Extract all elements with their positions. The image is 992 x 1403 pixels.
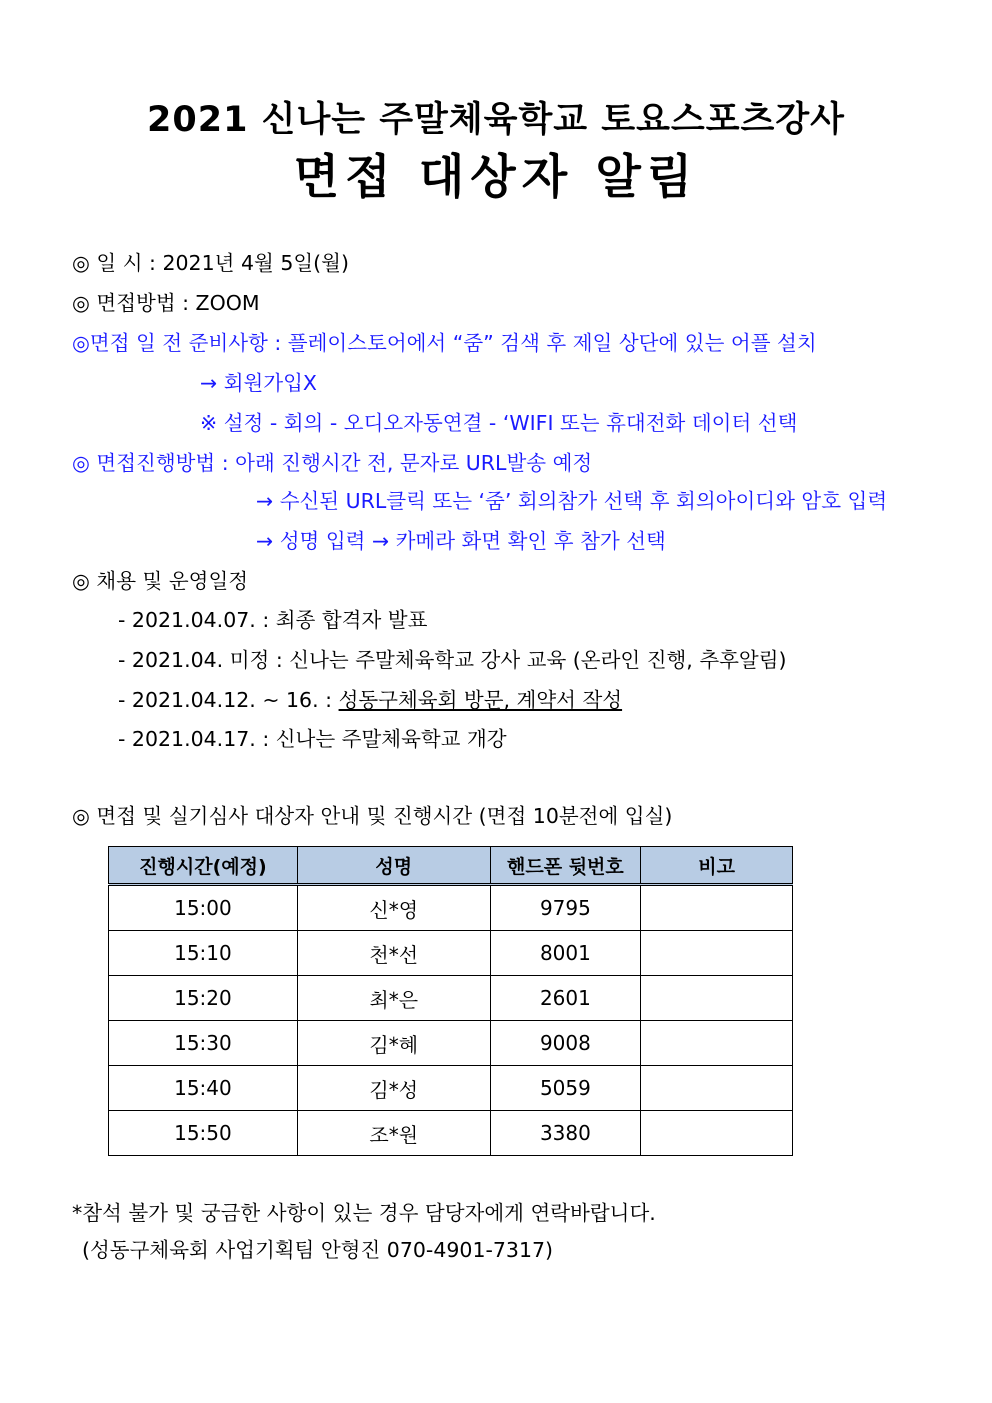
cell-time: 15:10 <box>109 931 298 976</box>
schedule-item-date: - 2021.04.12. ~ 16. : <box>118 688 339 712</box>
schedule-item: - 2021.04.17. : 신나는 주말체육학교 개강 <box>118 727 507 751</box>
preparation-notice: ◎면접 일 전 준비사항 : 플레이스토어에서 “줌” 검색 후 제일 상단에 있는 어플 설치 <box>72 331 817 355</box>
cell-name: 김*혜 <box>297 1021 490 1066</box>
column-header-phone: 핸드폰 뒷번호 <box>490 847 641 885</box>
cell-note <box>641 1111 793 1156</box>
table-heading: ◎ 면접 및 실기심사 대상자 안내 및 진행시간 (면접 10분전에 입실) <box>72 804 673 828</box>
cell-time: 15:40 <box>109 1066 298 1111</box>
cell-note <box>641 1066 793 1111</box>
cell-phone: 2601 <box>490 976 641 1021</box>
schedule-item: - 2021.04.07. : 최종 합격자 발표 <box>118 608 428 632</box>
table-row <box>109 1066 793 1111</box>
cell-note <box>641 1021 793 1066</box>
cell-note <box>641 931 793 976</box>
column-header-time: 진행시간(예정) <box>109 847 298 885</box>
document-title-line1: 2021 신나는 주말체육학교 토요스포츠강사 <box>147 100 845 140</box>
table-row <box>109 885 793 931</box>
process-step-enter: → 성명 입력 → 카메라 화면 확인 후 참가 선택 <box>256 529 666 553</box>
cell-name: 조*원 <box>297 1111 490 1156</box>
table-row <box>109 1021 793 1066</box>
footer-note: *참석 불가 및 궁금한 사항이 있는 경우 담당자에게 연락바랍니다. <box>72 1201 656 1225</box>
interview-schedule-table <box>108 846 793 1156</box>
schedule-heading: ◎ 채용 및 운영일정 <box>72 569 249 593</box>
process-step-join: → 수신된 URL클릭 또는 ‘줌’ 회의참가 선택 후 회의아이디와 암호 입력 <box>256 489 888 513</box>
interview-date: ◎ 일 시 : 2021년 4월 5일(월) <box>72 251 349 275</box>
cell-name: 신*영 <box>297 885 490 931</box>
schedule-item: - 2021.04. 미정 : 신나는 주말체육학교 강사 교육 (온라인 진행, 추후알림) <box>118 648 787 672</box>
footer-contact: (성동구체육회 사업기획팀 안형진 070-4901-7317) <box>82 1238 554 1262</box>
cell-time: 15:50 <box>109 1111 298 1156</box>
cell-note <box>641 976 793 1021</box>
cell-note <box>641 885 793 931</box>
cell-phone: 9795 <box>490 885 641 931</box>
cell-phone: 3380 <box>490 1111 641 1156</box>
interview-process: ◎ 면접진행방법 : 아래 진행시간 전, 문자로 URL발송 예정 <box>72 451 593 475</box>
cell-time: 15:20 <box>109 976 298 1021</box>
table-row <box>109 976 793 1021</box>
cell-name: 김*성 <box>297 1066 490 1111</box>
interview-method: ◎ 면접방법 : ZOOM <box>72 291 260 315</box>
cell-time: 15:30 <box>109 1021 298 1066</box>
table-row <box>109 931 793 976</box>
cell-phone: 8001 <box>490 931 641 976</box>
table-header-row <box>109 847 793 885</box>
preparation-step-signup: → 회원가입X <box>200 371 317 395</box>
table-row <box>109 1111 793 1156</box>
cell-name: 천*선 <box>297 931 490 976</box>
schedule-item <box>118 687 622 713</box>
schedule-item-underlined: 성동구체육회 방문, 계약서 작성 <box>338 688 623 712</box>
cell-time: 15:00 <box>109 885 298 931</box>
preparation-step-settings: ※ 설정 - 회의 - 오디오자동연결 - ‘WIFI 또는 휴대전화 데이터 선택 <box>200 411 798 435</box>
cell-phone: 5059 <box>490 1066 641 1111</box>
column-header-name: 성명 <box>297 847 490 885</box>
cell-phone: 9008 <box>490 1021 641 1066</box>
document-title-line2: 면접 대상자 알림 <box>293 150 699 205</box>
cell-name: 최*은 <box>297 976 490 1021</box>
column-header-note: 비고 <box>641 847 793 885</box>
